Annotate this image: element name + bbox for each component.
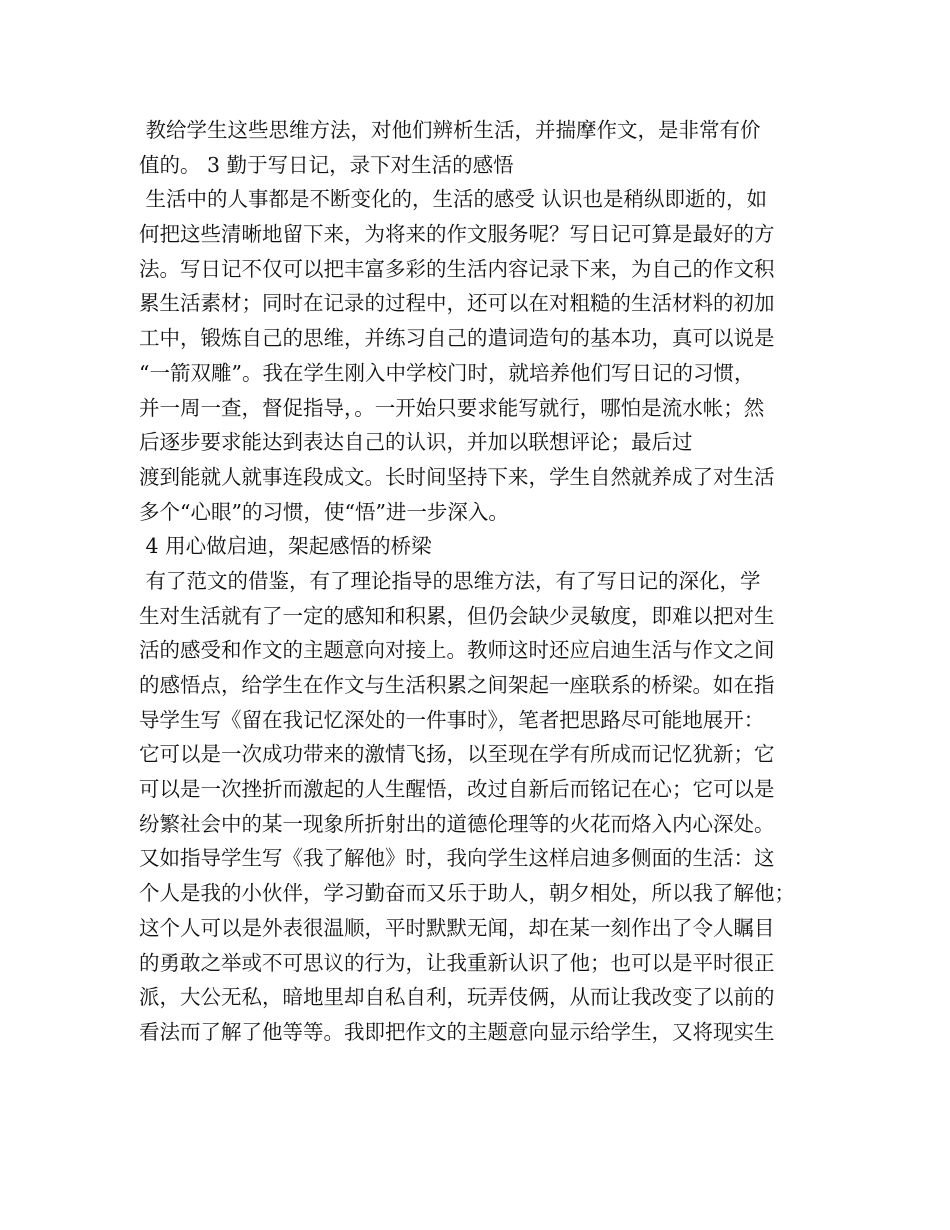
- text-line: 累生活素材；同时在记录的过程中，还可以在对粗糙的生活材料的初加: [139, 291, 775, 316]
- text-line: 工中，锻炼自己的思维，并练习自己的遣词造句的基本功，真可以说是: [139, 326, 775, 351]
- text-line: 这个人可以是外表很温顺，平时默默无闻，却在某一刻作出了令人瞩目: [139, 915, 775, 940]
- text-line: 教给学生这些思维方法，对他们辨析生活，并揣摩作文，是非常有价: [139, 118, 761, 142]
- text-line: 渡到能就人就事连段成文。长时间坚持下来，学生自然就养成了对生活: [139, 464, 775, 489]
- text-line: 纷繁社会中的某一现象所折射出的道德伦理等的火花而烙入内心深处。: [139, 811, 775, 836]
- text-line: 的勇敢之举或不可思议的行为，让我重新认识了他；也可以是平时很正: [139, 950, 775, 975]
- document-body: [139, 113, 839, 1050]
- section-heading: 4 用心做启迪，架起感悟的桥梁: [139, 534, 432, 559]
- text-line: 看法而了解了他等等。我即把作文的主题意向显示给学生，又将现实生: [139, 1019, 775, 1044]
- text-line: 法。写日记不仅可以把丰富多彩的生活内容记录下来，为自己的作文积: [139, 256, 775, 281]
- text-line: 值的。 3 勤于写日记，录下对生活的感悟: [139, 152, 514, 177]
- text-line: 并一周一查，督促指导，。一开始只要求能写就行，哪怕是流水帐；然: [139, 395, 765, 420]
- text-line: 它可以是一次成功带来的激情飞扬，以至现在学有所成而记忆犹新；它: [139, 742, 775, 767]
- text-line: 的感悟点，给学生在作文与生活积累之间架起一座联系的桥梁。如在指: [139, 673, 775, 697]
- text-line: 生活中的人事都是不断变化的，生活的感受 认识也是稍纵即逝的，如: [139, 187, 768, 212]
- text-line: “一箭双雕”。我在学生刚入中学校门时，就培养他们写日记的习惯，: [139, 360, 755, 385]
- text-line: 何把这些清晰地留下来，为将来的作文服务呢？写日记可算是最好的方: [139, 222, 775, 247]
- text-line: 活的感受和作文的主题意向对接上。教师这时还应启迪生活与作文之间: [139, 638, 775, 663]
- text-line: 可以是一次挫折而激起的人生醒悟，改过自新后而铭记在心；它可以是: [139, 777, 775, 802]
- text-line: 有了范文的借鉴，有了理论指导的思维方法，有了写日记的深化，学: [139, 568, 761, 593]
- text-line: 派，大公无私，暗地里却自私自利，玩弄伎俩，从而让我改变了以前的: [139, 985, 775, 1010]
- text-line: 多个“心眼”的习惯，使“悟”进一步深入。: [139, 499, 509, 524]
- text-line: 后逐步要求能达到表达自己的认识，并加以联想评论；最后过: [139, 430, 693, 455]
- text-line: 个人是我的小伙伴，学习勤奋而又乐于助人，朝夕相处，所以我了解他；: [139, 881, 795, 906]
- text-line: 导学生写《留在我记忆深处的一件事时》，笔者把思路尽可能地展开：: [139, 707, 765, 732]
- text-line: 生对生活就有了一定的感知和积累，但仍会缺少灵敏度，即难以把对生: [139, 603, 775, 628]
- text-line: 又如指导学生写《我了解他》时，我向学生这样启迪多侧面的生活：这: [139, 846, 775, 871]
